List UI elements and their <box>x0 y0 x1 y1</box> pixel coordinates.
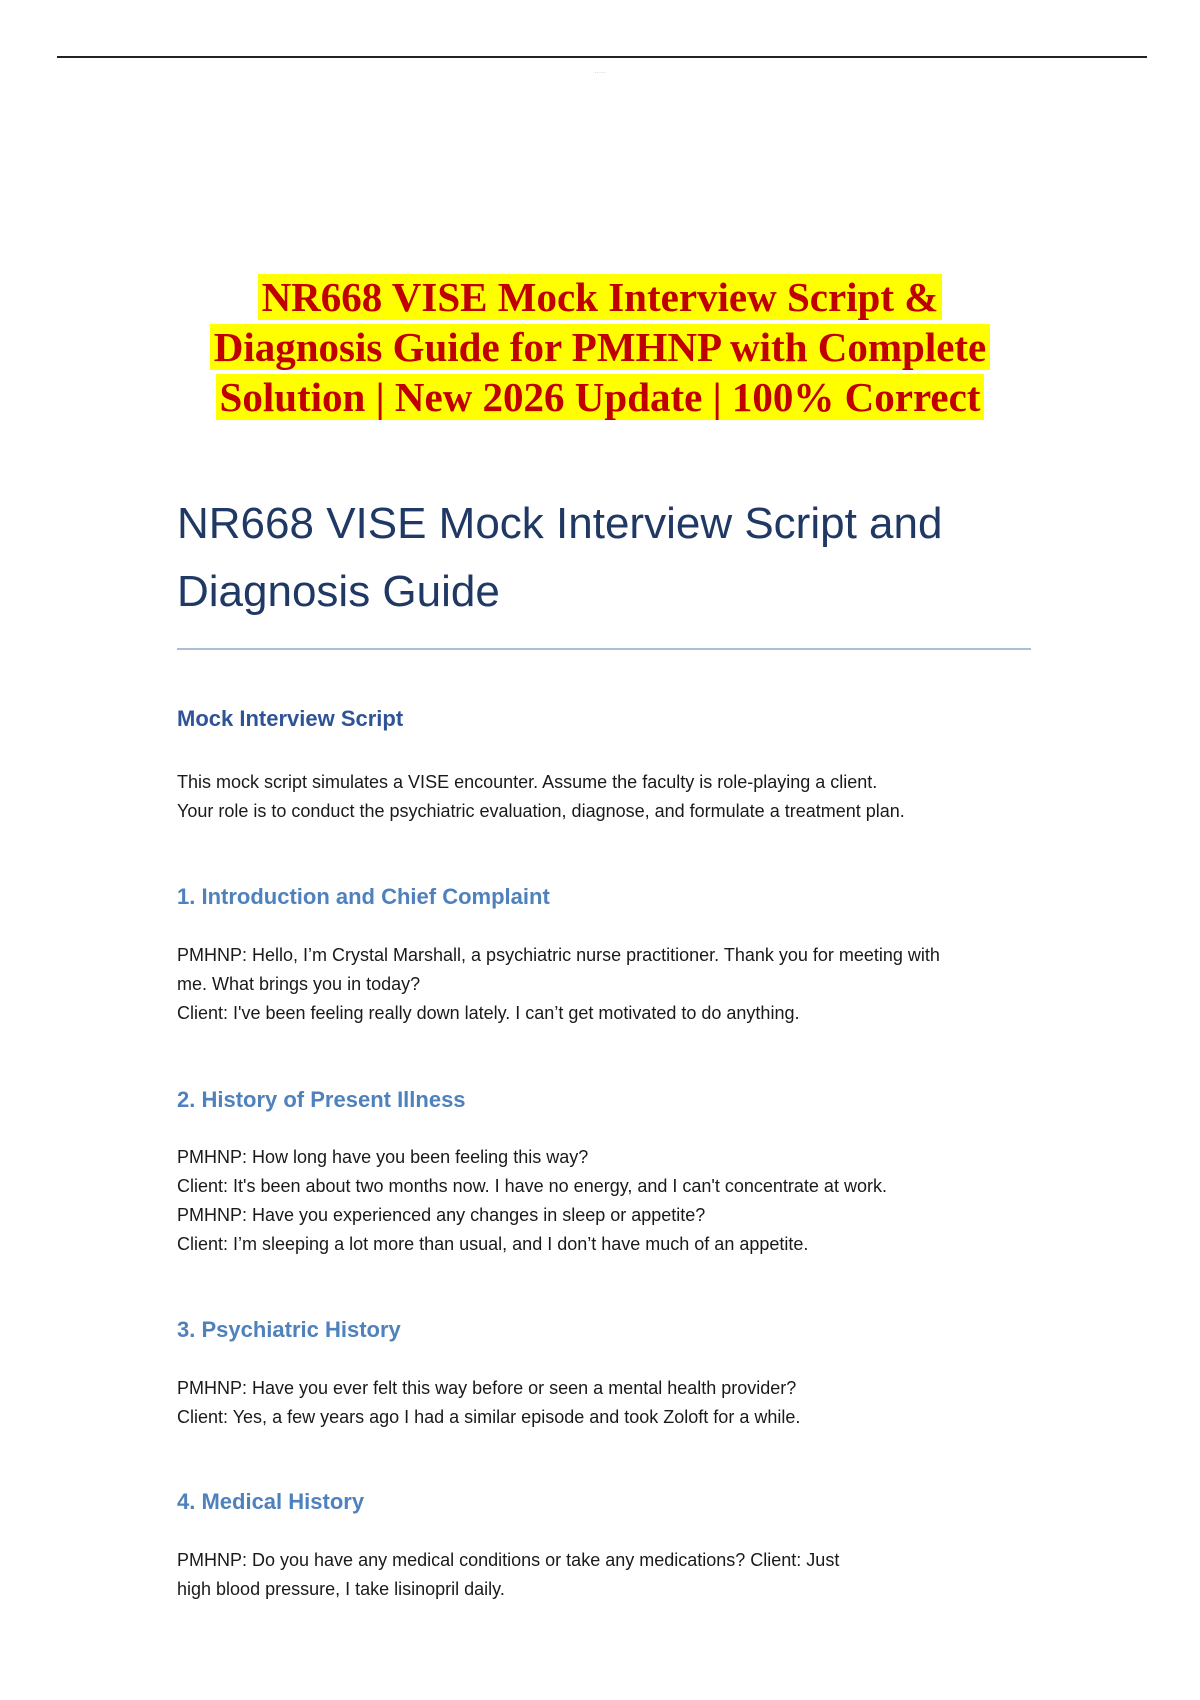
promo-title-line: Solution | New 2026 Update | 100% Correct <box>216 374 985 420</box>
dialogue-line: Client: I've been feeling really down lately. I can’t get motivated to do anything. <box>177 1003 800 1023</box>
promo-title-line: NR668 VISE Mock Interview Script & <box>258 274 943 320</box>
document-title <box>177 490 1037 626</box>
mock-script-heading: Mock Interview Script <box>177 706 404 731</box>
dialogue-line: PMHNP: Do you have any medical conditions or take any medications? Client: Just <box>177 1550 840 1570</box>
section-heading-medical-history: 4. Medical History <box>177 1489 365 1514</box>
document-title-line: NR668 VISE Mock Interview Script and <box>177 499 943 548</box>
promo-title <box>0 272 1200 422</box>
section-body-introduction <box>177 941 1037 1028</box>
dialogue-line: PMHNP: Have you ever felt this way before or seen a mental health provider? <box>177 1378 797 1398</box>
page-header-mark: - - - - - <box>594 69 606 74</box>
dialogue-line: Client: Yes, a few years ago I had a similar episode and took Zoloft for a while. <box>177 1407 801 1427</box>
promo-title-line: Diagnosis Guide for PMHNP with Complete <box>210 324 991 370</box>
dialogue-line: Client: It's been about two months now. I have no energy, and I can't concentrate at work. <box>177 1176 887 1196</box>
section-body-medical-history <box>177 1546 1037 1604</box>
section-heading-psychiatric-history: 3. Psychiatric History <box>177 1317 401 1342</box>
section-body-present-illness <box>177 1143 1037 1259</box>
title-underline <box>177 648 1031 650</box>
dialogue-line: PMHNP: Hello, I’m Crystal Marshall, a psychiatric nurse practitioner. Thank you for meeting with <box>177 945 940 965</box>
dialogue-line: me. What brings you in today? <box>177 974 421 994</box>
dialogue-line: Client: I’m sleeping a lot more than usual, and I don’t have much of an appetite. <box>177 1234 809 1254</box>
dialogue-line: PMHNP: Have you experienced any changes in sleep or appetite? <box>177 1205 706 1225</box>
section-heading-introduction: 1. Introduction and Chief Complaint <box>177 884 550 909</box>
paragraph-line: This mock script simulates a VISE encounter. Assume the faculty is role-playing a client. <box>177 772 878 792</box>
paragraph-line: Your role is to conduct the psychiatric evaluation, diagnose, and formulate a treatment plan. <box>177 801 905 821</box>
mock-script-intro <box>177 768 1037 826</box>
dialogue-line: high blood pressure, I take lisinopril daily. <box>177 1579 505 1599</box>
page-header-rule <box>57 56 1147 58</box>
section-heading-present-illness: 2. History of Present Illness <box>177 1087 466 1112</box>
document-title-line: Diagnosis Guide <box>177 567 500 616</box>
section-body-psychiatric-history <box>177 1374 1037 1432</box>
dialogue-line: PMHNP: How long have you been feeling this way? <box>177 1147 589 1167</box>
